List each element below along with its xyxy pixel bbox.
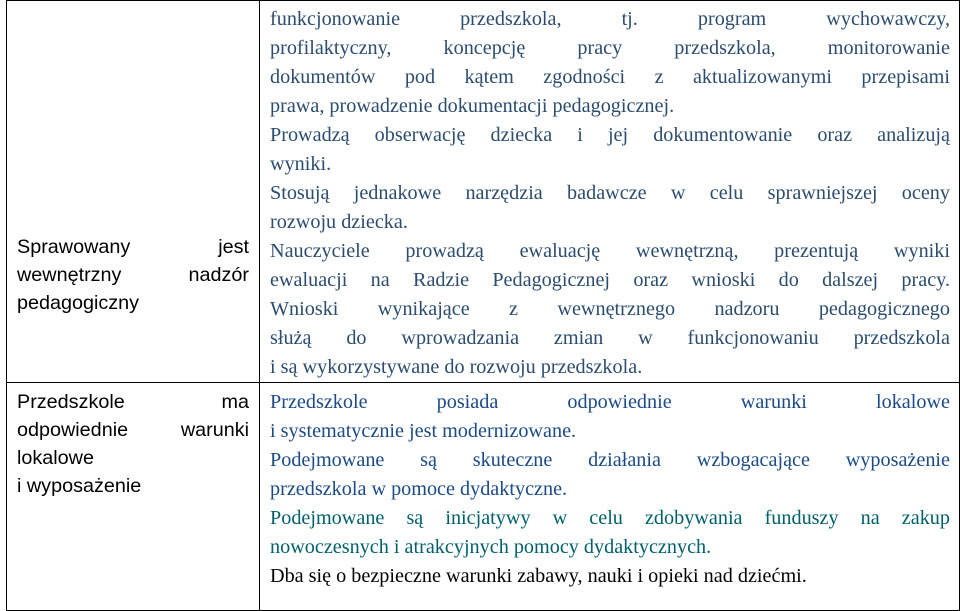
description-line: przedszkola w pomoce dydaktyczne. (270, 478, 568, 500)
criterion-word: Sprawowany (17, 236, 131, 258)
document-table (6, 0, 960, 611)
description-line: i są wykorzystywane do rozwoju przedszkola. (270, 356, 643, 378)
description-line: i systematycznie jest modernizowane. (270, 420, 577, 442)
description-line: Podejmowane są skuteczne działania wzbogacające wyposażenie (270, 449, 950, 471)
criterion-word: odpowiednie (17, 419, 129, 441)
criterion-line (17, 233, 249, 261)
criterion-line (17, 261, 249, 289)
table-row (7, 383, 960, 611)
description-line: Prowadzą obserwację dziecka i jej dokumentowanie oraz analizują (270, 124, 950, 146)
criterion-word: wewnętrzny (17, 264, 122, 286)
criterion-word: nadzór (188, 264, 249, 286)
criterion-word: Przedszkole (17, 391, 125, 413)
criterion-word: ma (221, 391, 249, 413)
criterion-word: warunki (180, 419, 249, 441)
description-cell (260, 1, 960, 383)
description-line: służą do wprowadzania zmian w funkcjonowaniu przedszkola (270, 327, 950, 349)
criterion-word: jest (218, 236, 249, 258)
table-row (7, 1, 960, 383)
description-line: ewaluacji na Radzie Pedagogicznej oraz wnioski do dalszej pracy. (270, 269, 950, 291)
description-cell (260, 383, 960, 611)
description-line: rozwoju dziecka. (270, 211, 408, 233)
description-line: Stosują jednakowe narzędzia badawcze w celu sprawniejszej oceny (270, 182, 950, 204)
criterion-line: lokalowe (17, 447, 94, 469)
criterion-line (17, 388, 249, 416)
criterion-line: i wyposażenie (17, 475, 142, 497)
criterion-line: pedagogiczny (17, 292, 140, 314)
description-line: nowoczesnych i atrakcyjnych pomocy dydaktycznych. (270, 536, 712, 558)
criterion-cell (7, 1, 260, 383)
description-line: Przedszkole posiada odpowiednie warunki lokalowe (270, 391, 950, 413)
description-line: prawa, prowadzenie dokumentacji pedagogicznej. (270, 95, 675, 117)
criterion-cell (7, 383, 260, 611)
criterion-line (17, 416, 249, 444)
description-line: dokumentów pod kątem zgodności z aktualizowanymi przepisami (270, 66, 950, 88)
description-line: profilaktyczny, koncepcję pracy przedszkola, monitorowanie (270, 37, 950, 59)
description-line: funkcjonowanie przedszkola, tj. program wychowawczy, (270, 8, 950, 30)
description-line: Wnioski wynikające z wewnętrznego nadzoru pedagogicznego (270, 298, 950, 320)
description-line: Nauczyciele prowadzą ewaluację wewnętrzną, prezentują wyniki (270, 240, 950, 262)
description-line: Dba się o bezpieczne warunki zabawy, nauki i opieki nad dziećmi. (270, 565, 807, 587)
description-line: Podejmowane są inicjatywy w celu zdobywania funduszy na zakup (270, 507, 950, 529)
description-line: wyniki. (270, 153, 332, 175)
